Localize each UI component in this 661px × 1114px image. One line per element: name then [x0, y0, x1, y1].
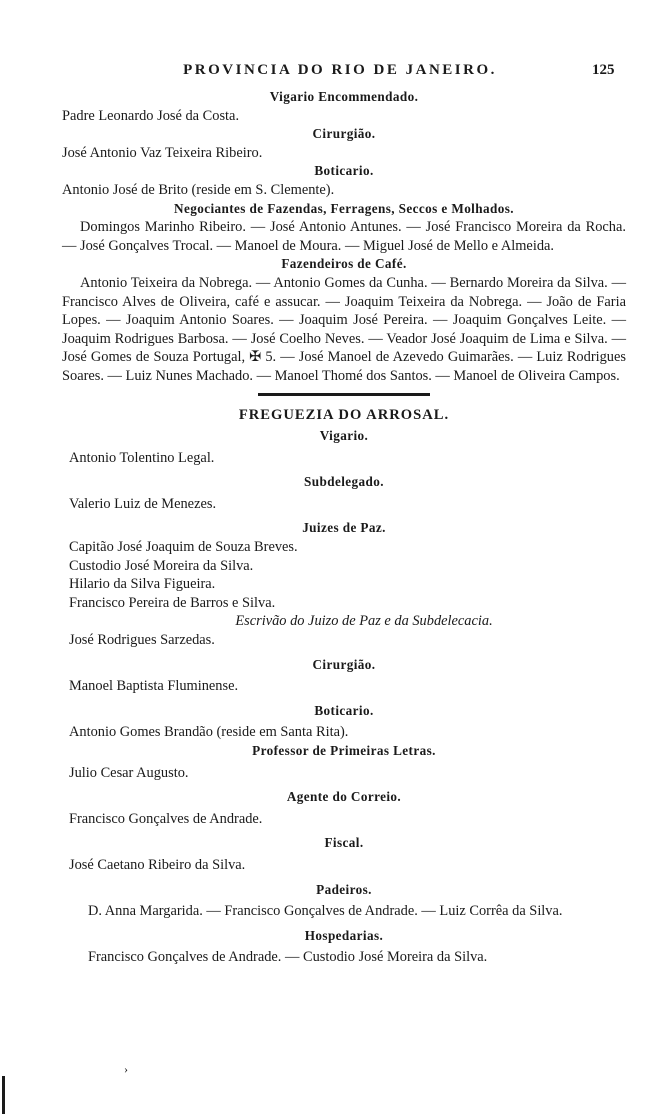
- vigario-entry: Padre Leonardo José da Costa.: [62, 107, 240, 124]
- juiz-entry: Capitão José Joaquim de Souza Breves.: [69, 539, 298, 556]
- subdelegado-entry: Valerio Luiz de Menezes.: [69, 495, 217, 512]
- ink-speck: ›: [124, 1062, 128, 1076]
- professor-heading: Professor de Primeiras Letras.: [252, 743, 436, 758]
- arrosal-cirurgiao-entry: Manoel Baptista Fluminense.: [69, 678, 239, 695]
- juiz-entry: Francisco Pereira de Barros e Silva.: [69, 594, 276, 611]
- freguezia-title: FREGUEZIA DO ARROSAL.: [238, 406, 450, 423]
- arrosal-boticario-heading: Boticario.: [314, 702, 374, 718]
- escrivao-heading: Escrivão do Juizo de Paz e da Subdelecacia.: [235, 613, 493, 630]
- arrosal-boticario-entry: Antonio Gomes Brandão (reside em Santa Rita).: [69, 724, 349, 741]
- fiscal-heading: Fiscal.: [324, 835, 364, 851]
- boticario-entry: Antonio José de Brito (reside em S. Clemente).: [62, 181, 335, 198]
- arrosal-cirurgiao-heading: Cirurgião.: [312, 656, 376, 672]
- running-title: PROVINCIA DO RIO DE JANEIRO.: [183, 62, 497, 78]
- vigario-heading: Vigario Encommendado.: [269, 89, 419, 104]
- escrivao-entry: José Rodrigues Sarzedas.: [69, 632, 215, 649]
- juiz-entry: Custodio José Moreira da Silva.: [69, 557, 254, 574]
- cirurgiao-heading: Cirurgião.: [312, 126, 376, 142]
- arrosal-vigario-heading: Vigario.: [319, 428, 369, 444]
- cirurgiao-entry: José Antonio Vaz Teixeira Ribeiro.: [62, 144, 263, 161]
- fazendeiros-entry: Antonio Teixeira da Nobrega. — Antonio Gomes da Cunha. — Bernardo Moreira da Silva. — Francisco Alves de Oliveira, café e assucar. — Joaquim Teixeira da Nobrega. — João de Faria Lopes. — Joaquim Antonio Soares. — Joaquim José Pereira. — Joaquim Gonçalves Leite. — Joaquim Rodrigues Barbosa. — José Coelho Neves. — Veador José Joaquim de Lima e Silva. — José Gomes de Souza Portugal, ✠ 5. — José Manoel de Azevedo Guimarães. — Luiz Rodrigues Soares. — Luiz Nunes Machado. — Manoel Thomé dos Santos. — Manoel de Oliveira Campos.: [62, 274, 626, 384]
- juizes-heading: Juizes de Paz.: [302, 520, 386, 536]
- fazendeiros-heading: Fazendeiros de Café.: [281, 256, 407, 272]
- juiz-entry: Hilario da Silva Figueira.: [69, 576, 216, 593]
- page-number: 125: [592, 62, 615, 78]
- negociantes-entry: Domingos Marinho Ribeiro. — José Antonio Antunes. — José Francisco Moreira da Rocha. — José Gonçalves Trocal. — Manoel de Moura. — Miguel José de Mello e Almeida.: [62, 219, 626, 254]
- fiscal-entry: José Caetano Ribeiro da Silva.: [69, 856, 246, 873]
- boticario-heading: Boticario.: [314, 163, 374, 179]
- hospedarias-heading: Hospedarias.: [304, 927, 384, 943]
- section-divider: [258, 393, 430, 396]
- page-edge-mark: [2, 1076, 5, 1114]
- hospedarias-entry: Francisco Gonçalves de Andrade. — Custodio José Moreira da Silva.: [88, 949, 488, 966]
- professor-entry: Julio Cesar Augusto.: [69, 764, 189, 781]
- page-content: [62, 88, 626, 967]
- correio-heading: Agente do Correio.: [286, 789, 402, 805]
- subdelegado-heading: Subdelegado.: [304, 474, 384, 490]
- padeiros-entry: D. Anna Margarida. — Francisco Gonçalves de Andrade. — Luiz Corrêa da Silva.: [88, 903, 563, 920]
- correio-entry: Francisco Gonçalves de Andrade.: [69, 810, 263, 827]
- arrosal-vigario-entry: Antonio Tolentino Legal.: [69, 449, 215, 466]
- padeiros-heading: Padeiros.: [316, 881, 372, 897]
- negociantes-heading: Negociantes de Fazendas, Ferragens, Seccos e Molhados.: [174, 200, 514, 216]
